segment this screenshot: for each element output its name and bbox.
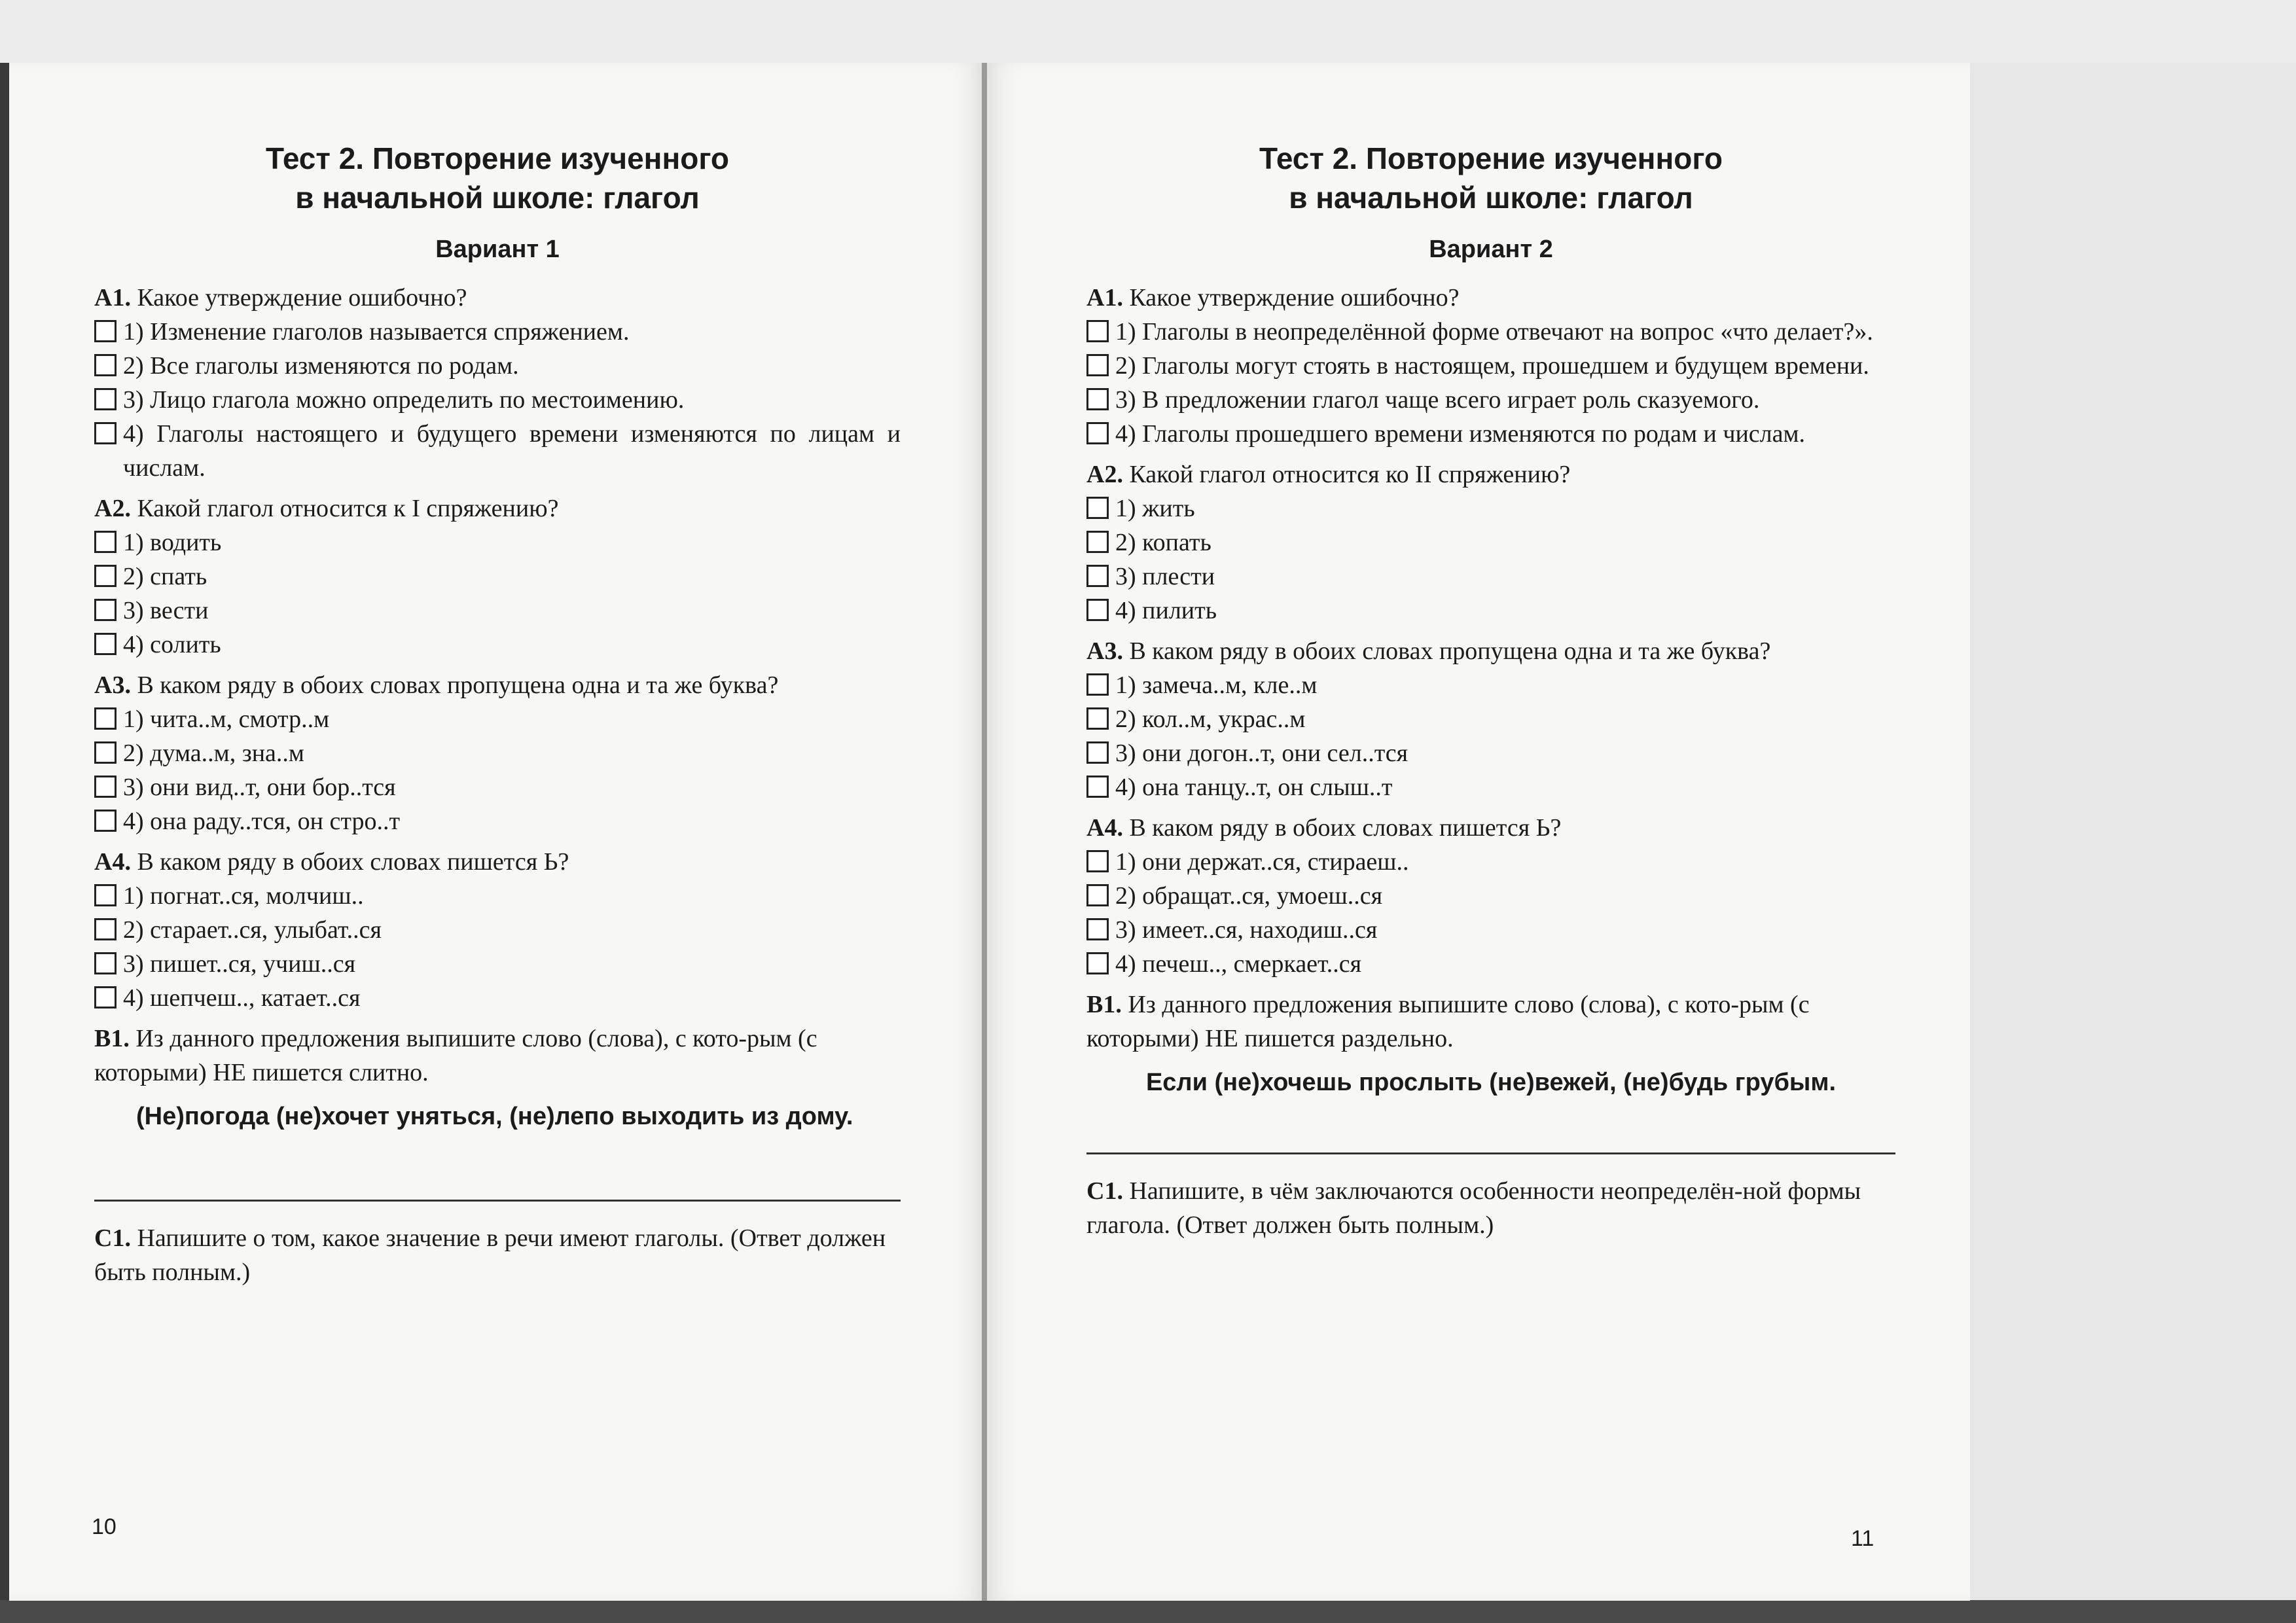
answer-checkbox[interactable] [94, 810, 117, 832]
answer-option [94, 804, 901, 838]
option-text: 1) жить [1115, 495, 1195, 522]
question-a1 [1086, 281, 1895, 451]
answer-option [94, 879, 901, 913]
option-text: 3) Лицо глагола можно определить по местоимению. [123, 386, 685, 414]
option-text: 3) они вид..т, они бор..тся [123, 774, 396, 801]
option-text: 1) водить [123, 529, 222, 556]
answer-checkbox[interactable] [94, 422, 117, 444]
question-code: А1. [1086, 284, 1123, 312]
question-text: Какой глагол относится к I спряжению? [137, 495, 559, 522]
answer-checkbox[interactable] [1086, 565, 1109, 587]
answer-option [1086, 594, 1895, 628]
answer-option [94, 526, 901, 560]
question-code: А4. [94, 848, 131, 876]
answer-checkbox[interactable] [1086, 320, 1109, 342]
answer-option [1086, 315, 1895, 349]
option-text: 1) замеча..м, кле..м [1115, 671, 1318, 699]
option-text: 1) они держат..ся, стираеш.. [1115, 848, 1409, 876]
option-text: 2) кол..м, украс..м [1115, 705, 1306, 733]
right-page-content [1086, 139, 1895, 1242]
scan-edge-bottom [0, 1600, 2296, 1623]
answer-option [1086, 417, 1895, 451]
answer-option [94, 947, 901, 981]
answer-checkbox[interactable] [1086, 531, 1109, 553]
question-text: Какой глагол относится ко II спряжению? [1129, 461, 1571, 488]
right-page [987, 63, 1970, 1601]
answer-checkbox[interactable] [94, 565, 117, 587]
answer-checkbox[interactable] [1086, 707, 1109, 730]
answer-option [94, 736, 901, 770]
option-text: 4) пилить [1115, 597, 1217, 624]
question-a2 [94, 491, 901, 662]
option-text: 4) солить [123, 631, 221, 658]
question-text: Напишите о том, какое значение в речи имеют глаголы. (Ответ должен быть полным.) [94, 1224, 886, 1286]
answer-option [94, 770, 901, 804]
option-text: 1) Глаголы в неопределённой форме отвечают на вопрос «что делает?». [1115, 318, 1873, 346]
answer-checkbox[interactable] [1086, 776, 1109, 798]
question-text: Из данного предложения выпишите слово (слова), с кото-рым (с которыми) НЕ пишется раздельно. [1086, 991, 1810, 1052]
answer-option [1086, 879, 1895, 913]
option-text: 1) чита..м, смотр..м [123, 705, 330, 733]
question-a3 [94, 668, 901, 838]
answer-option [94, 702, 901, 736]
answer-option [1086, 845, 1895, 879]
option-text: 4) печеш.., смеркает..ся [1115, 950, 1362, 978]
answer-option [94, 349, 901, 383]
answer-option [1086, 491, 1895, 526]
option-text: 3) пишет..ся, учиш..ся [123, 950, 356, 978]
answer-option [94, 981, 901, 1015]
answer-checkbox[interactable] [94, 707, 117, 730]
test-title-line1: Тест 2. Повторение изученного [266, 141, 729, 175]
question-code: В1. [1086, 991, 1122, 1018]
question-text: В каком ряду в обоих словах пропущена одна и та же буква? [137, 671, 779, 699]
question-text: Напишите, в чём заключаются особенности неопределён-ной формы глагола. (Ответ должен быть полным.) [1086, 1177, 1861, 1239]
option-text: 3) они догон..т, они сел..тся [1115, 740, 1408, 767]
answer-checkbox[interactable] [94, 633, 117, 655]
option-text: 2) обращат..ся, умоеш..ся [1115, 882, 1383, 910]
answer-option [94, 560, 901, 594]
answer-checkbox[interactable] [94, 741, 117, 764]
answer-option [1086, 770, 1895, 804]
task-sentence: Если (не)хочешь прослыть (не)вежей, (не)будь грубым. [1145, 1069, 1837, 1096]
question-code: А3. [1086, 637, 1123, 665]
option-text: 4) шепчеш.., катает..ся [123, 984, 361, 1012]
left-page-content [94, 139, 901, 1289]
option-text: 4) она раду..тся, он стро..т [123, 808, 401, 835]
answer-checkbox[interactable] [94, 320, 117, 342]
left-page [9, 63, 983, 1601]
option-text: 4) она танцу..т, он слыш..т [1115, 774, 1393, 801]
answer-option [94, 417, 901, 485]
option-text: 4) Глаголы настоящего и будущего времени изменяются по лицам и числам. [123, 420, 901, 482]
question-a4 [94, 845, 901, 1015]
option-text: 2) спать [123, 563, 207, 590]
question-code: С1. [94, 1224, 131, 1252]
variant-heading: Вариант 2 [1429, 236, 1553, 263]
variant-heading: Вариант 1 [435, 236, 560, 263]
option-text: 2) Все глаголы изменяются по родам. [123, 352, 519, 380]
answer-option [1086, 383, 1895, 417]
question-text: Из данного предложения выпишите слово (слова), с кото-рым (с которыми) НЕ пишется слитно. [94, 1025, 817, 1086]
answer-checkbox[interactable] [94, 354, 117, 376]
answer-line[interactable] [94, 1200, 901, 1202]
answer-checkbox[interactable] [1086, 388, 1109, 410]
answer-checkbox[interactable] [94, 884, 117, 906]
answer-checkbox[interactable] [94, 531, 117, 553]
question-code: В1. [94, 1025, 130, 1052]
answer-checkbox[interactable] [1086, 850, 1109, 872]
answer-checkbox[interactable] [94, 776, 117, 798]
answer-option [94, 315, 901, 349]
question-code: А4. [1086, 814, 1123, 842]
option-text: 4) Глаголы прошедшего времени изменяются по родам и числам. [1115, 420, 1806, 448]
question-code: А3. [94, 671, 131, 699]
answer-option [1086, 736, 1895, 770]
answer-option [1086, 913, 1895, 947]
question-code: С1. [1086, 1177, 1123, 1205]
option-text: 2) старает..ся, улыбат..ся [123, 916, 382, 944]
option-text: 3) вести [123, 597, 209, 624]
answer-option [94, 383, 901, 417]
question-a4 [1086, 811, 1895, 981]
question-b1 [1086, 988, 1895, 1100]
question-a1 [94, 281, 901, 485]
answer-option [1086, 560, 1895, 594]
answer-checkbox[interactable] [1086, 741, 1109, 764]
question-b1 [94, 1022, 901, 1134]
test-title-line1: Тест 2. Повторение изученного [1259, 141, 1723, 175]
question-text: В каком ряду в обоих словах пропущена одна и та же буква? [1129, 637, 1771, 665]
answer-checkbox[interactable] [1086, 599, 1109, 621]
answer-option [1086, 702, 1895, 736]
test-title-line2: в начальной школе: глагол [1289, 181, 1693, 215]
answer-checkbox[interactable] [1086, 918, 1109, 940]
answer-option [94, 594, 901, 628]
option-text: 3) В предложении глагол чаще всего играет роль сказуемого. [1115, 386, 1760, 414]
page-number: 10 [92, 1514, 117, 1539]
scan-edge-left [0, 63, 9, 1623]
answer-checkbox[interactable] [94, 599, 117, 621]
question-text: Какое утверждение ошибочно? [137, 284, 467, 312]
answer-checkbox[interactable] [1086, 497, 1109, 519]
question-code: А2. [94, 495, 131, 522]
test-title-line2: в начальной школе: глагол [295, 181, 700, 215]
answer-checkbox[interactable] [1086, 673, 1109, 696]
answer-line[interactable] [1086, 1152, 1895, 1154]
option-text: 1) погнат..ся, молчиш.. [123, 882, 364, 910]
answer-option [1086, 947, 1895, 981]
question-c1 [1086, 1174, 1895, 1242]
question-c1 [94, 1221, 901, 1289]
answer-checkbox[interactable] [1086, 422, 1109, 444]
option-text: 3) плести [1115, 563, 1215, 590]
answer-checkbox[interactable] [94, 986, 117, 1008]
question-a3 [1086, 634, 1895, 804]
answer-option [94, 628, 901, 662]
question-code: А1. [94, 284, 131, 312]
answer-checkbox[interactable] [94, 388, 117, 410]
option-text: 2) копать [1115, 529, 1211, 556]
question-code: А2. [1086, 461, 1123, 488]
answer-option [1086, 668, 1895, 702]
answer-option [1086, 526, 1895, 560]
question-text: В каком ряду в обоих словах пишется Ь? [137, 848, 569, 876]
task-sentence: (Не)погода (не)хочет уняться, (не)лепо выходить из дому. [136, 1103, 853, 1130]
question-text: В каком ряду в обоих словах пишется Ь? [1129, 814, 1562, 842]
option-text: 3) имеет..ся, находиш..ся [1115, 916, 1378, 944]
question-a2 [1086, 457, 1895, 628]
answer-checkbox[interactable] [94, 918, 117, 940]
answer-checkbox[interactable] [1086, 354, 1109, 376]
answer-checkbox[interactable] [94, 952, 117, 974]
page-number: 11 [1851, 1526, 1874, 1551]
answer-option [1086, 349, 1895, 383]
option-text: 2) Глаголы могут стоять в настоящем, прошедшем и будущем времени. [1115, 352, 1869, 380]
option-text: 1) Изменение глаголов называется спряжением. [123, 318, 630, 346]
question-text: Какое утверждение ошибочно? [1129, 284, 1460, 312]
scan-background-right [1970, 63, 2296, 1623]
scan-background-top [0, 0, 2296, 63]
option-text: 2) дума..м, зна..м [123, 740, 304, 767]
answer-checkbox[interactable] [1086, 952, 1109, 974]
answer-option [94, 913, 901, 947]
answer-checkbox[interactable] [1086, 884, 1109, 906]
